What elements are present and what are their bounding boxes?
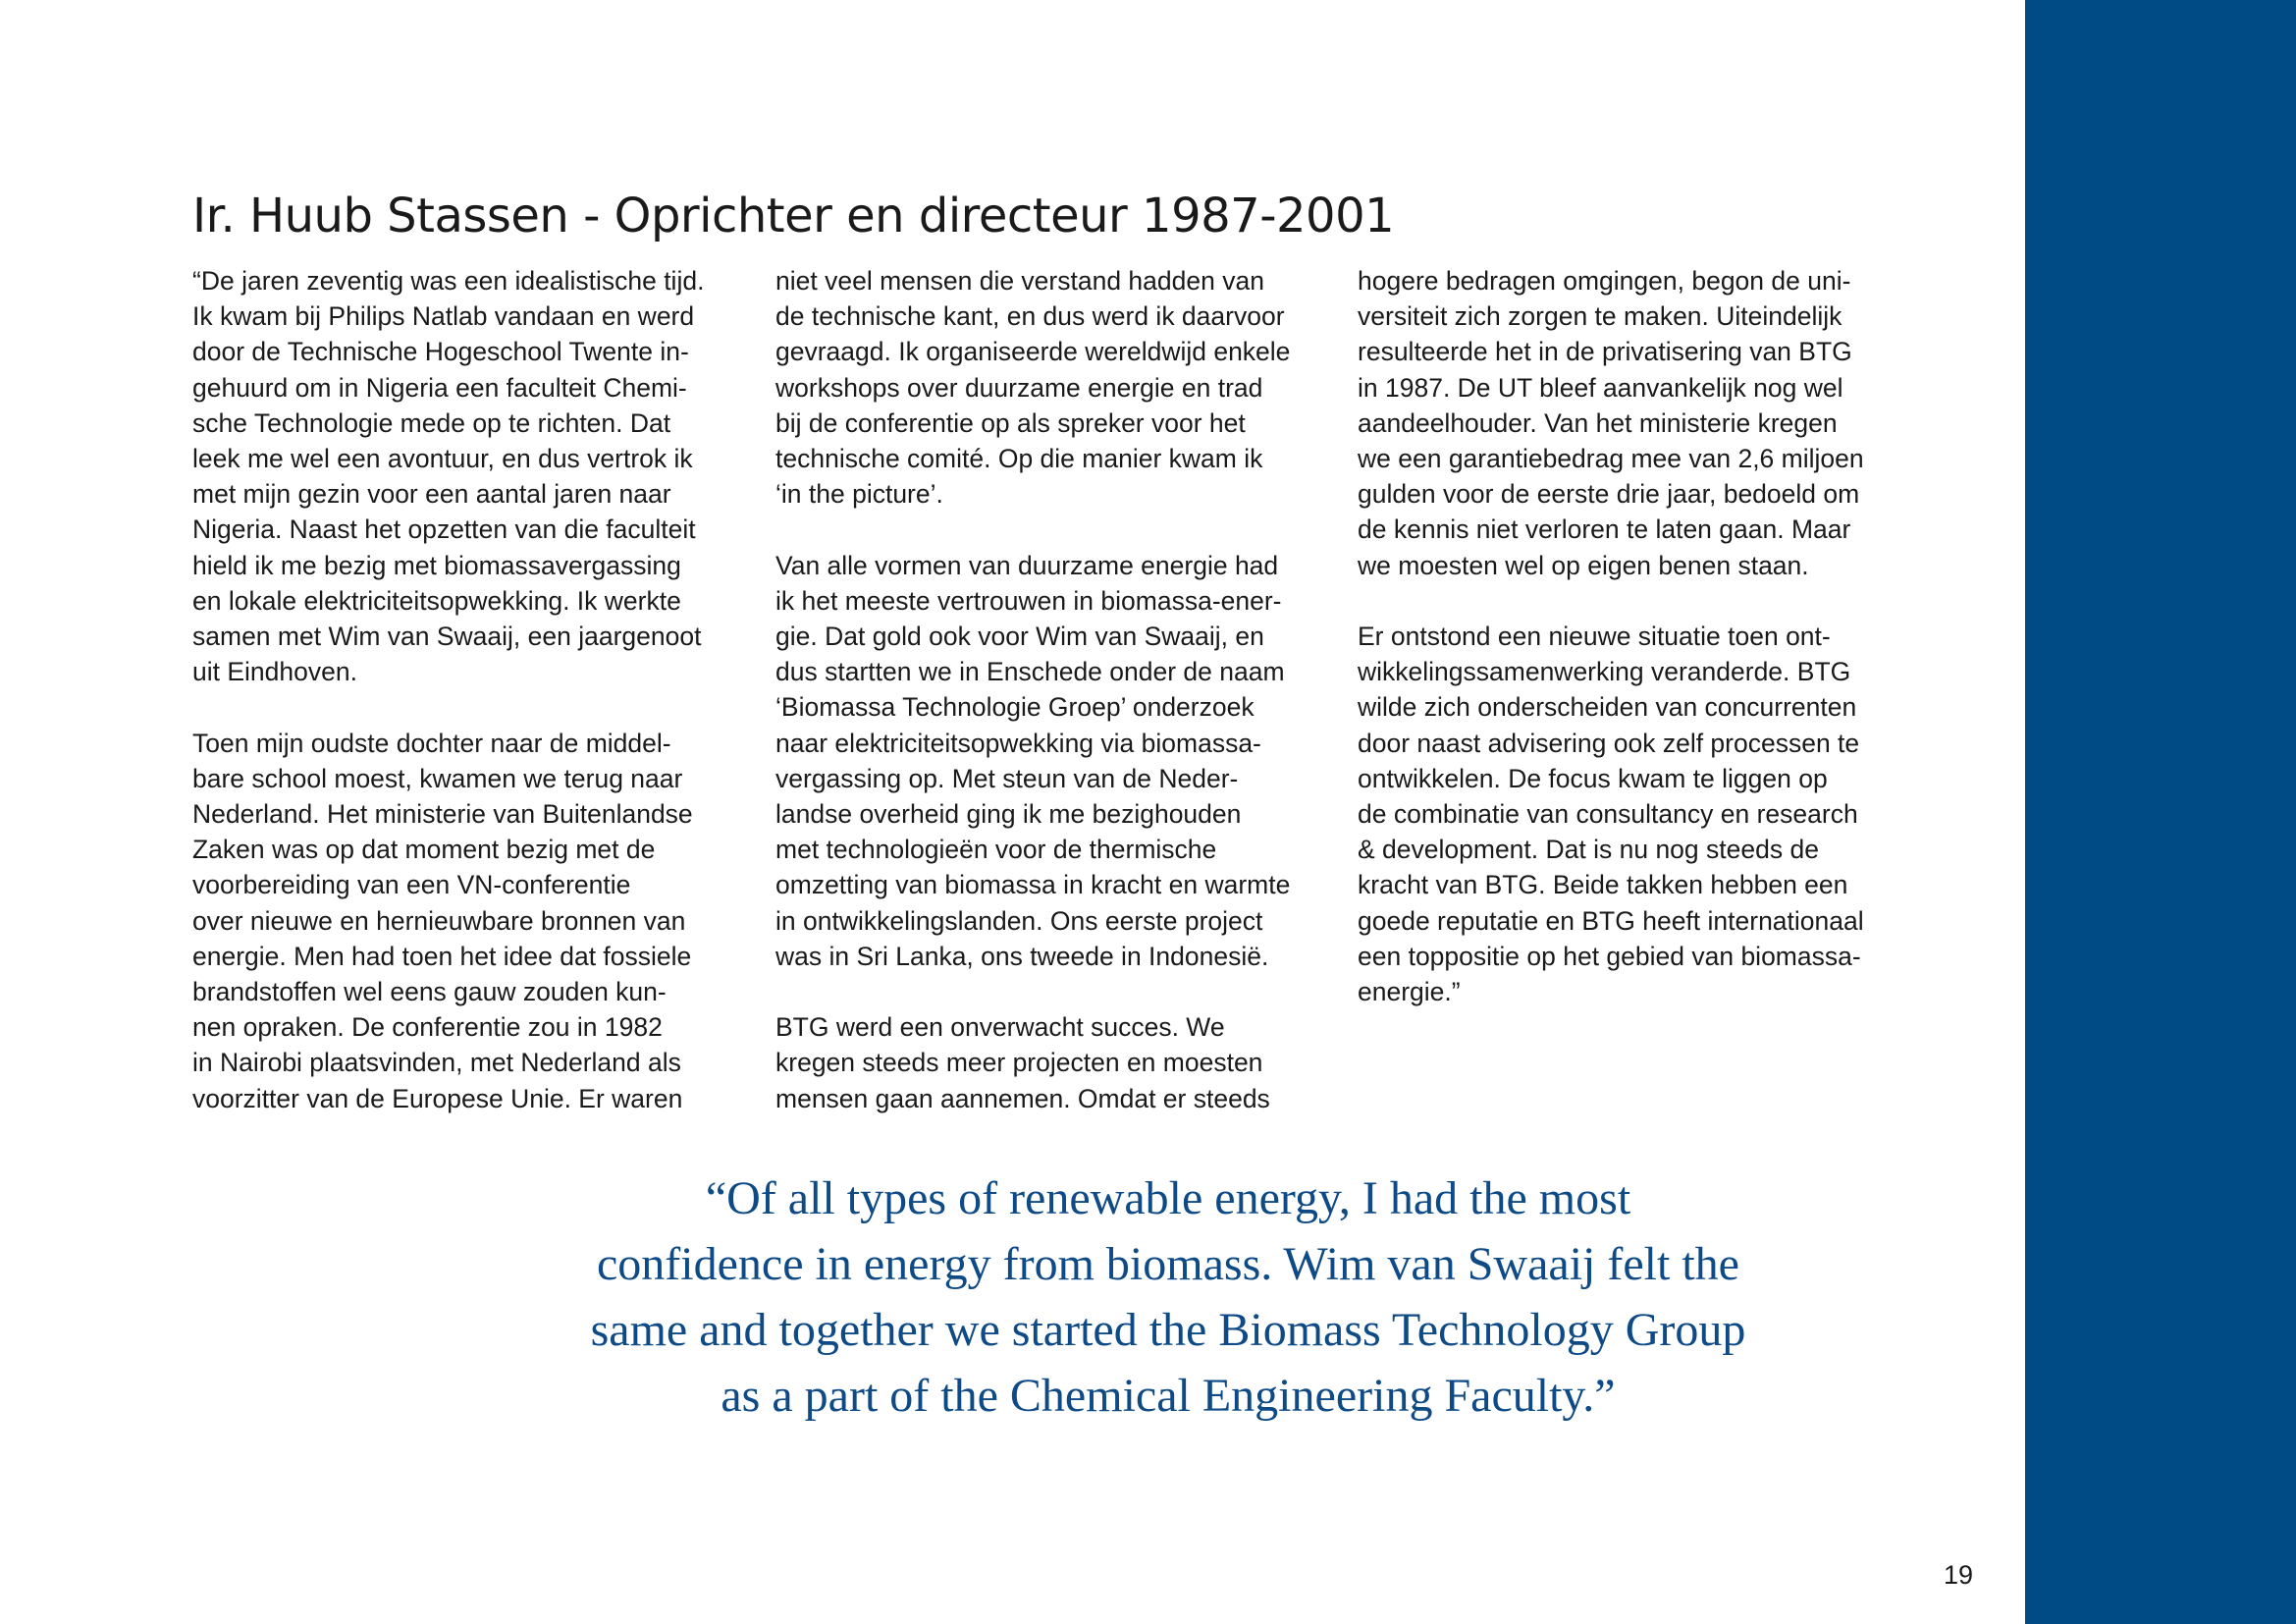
text-column-1 [192,263,772,1116]
column-2-paragraph-2: Van alle vormen van duurzame energie had ik het meeste vertrouwen in biomassa-ener- gie. Dat gold ook voor Wim van Swaaij, en dus startten we in Enschede onder de naam ‘Biomassa Technologie Groep’ onderzoek naar elektriciteitsopwekking via biomassa- vergassing op. Met steun van de Neder- landse overheid ging ik me bezighouden met technologieën voor de thermische omzetting van biomassa in kracht en warmte in ontwikkelingslanden. Ons eerste project was in Sri Lanka, ons tweede in Indonesië. [775,550,1291,971]
side-color-bar [2025,0,2296,1624]
column-3-paragraph-1: hogere bedragen omgingen, begon de uni- versiteit zich zorgen te maken. Uiteindelijk resulteerde het in de privatisering van BTG in 1987. De UT bleef aanvankelijk nog wel aandeelhouder. Van het ministerie kregen we een garantiebedrag mee van 2,6 miljoen gulden voor de eerste drie jaar, bedoeld om de kennis niet verloren te laten gaan. Maar we moesten wel op eigen benen staan. [1358,266,1864,580]
column-2-paragraph-3: BTG werd een onverwacht succes. We kregen steeds meer projecten en moesten mensen gaan aannemen. Omdat er steeds [775,1012,1270,1113]
column-2-paragraph-1: niet veel mensen die verstand hadden van de technische kant, en dus werd ik daarvoor gevraagd. Ik organiseerde wereldwijd enkele workshops over duurzame energie en trad bij de conferentie op als spreker voor het technische comité. Op die manier kwam ik ‘in the picture’. [775,266,1291,510]
page-number: 19 [1943,1560,1973,1590]
text-column-2 [775,263,1355,1116]
column-1-paragraph-2: Toen mijn oudste dochter naar de middel- bare school moest, kwamen we terug naar Nederland. Het ministerie van Buitenlandse Zaken was op dat moment bezig met de voorbereiding van een VN-conferentie over nieuwe en hernieuwbare bronnen van energie. Men had toen het idee dat fossiele brandstoffen wel eens gauw zouden kun- nen opraken. De conferentie zou in 1982 in Nairobi plaatsvinden, met Nederland als voorzitter van de Europese Unie. Er waren [192,728,693,1113]
pull-quote: “Of all types of renewable energy, I had the most confidence in energy from biomass. Wim van Swaaij felt the same and together we started the Biomass Technology Group as a part of the Chemical Engineering Faculty.” [590,1172,1746,1422]
column-1-paragraph-1: “De jaren zeventig was een idealistische tijd. Ik kwam bij Philips Natlab vandaan en werd door de Technische Hogeschool Twente in- gehuurd om in Nigeria een faculteit Chemi- sche Technologie mede op te richten. Dat leek me wel een avontuur, en dus vertrok ik met mijn gezin voor een aantal jaren naar Nigeria. Naast het opzetten van die faculteit hield ik me bezig met biomassavergassing en lokale elektriciteitsopwekking. Ik werkte samen met Wim van Swaaij, een jaargenoot uit Eindhoven. [192,266,705,687]
column-3-paragraph-2: Er ontstond een nieuwe situatie toen ont- wikkelingssamenwerking veranderde. BTG wilde zich onderscheiden van concurrenten door naast advisering ook zelf processen te ontwikkelen. De focus kwam te liggen op de combinatie van consultancy en research & development. Dat is nu nog steeds de kracht van BTG. Beide takken hebben een goede reputatie en BTG heeft internationaal een toppositie op het gebied van biomassa- energie.” [1358,622,1864,1007]
article-title: Ir. Huub Stassen - Oprichter en directeur 1987-2001 [192,189,1395,244]
text-column-3 [1358,263,1937,1009]
